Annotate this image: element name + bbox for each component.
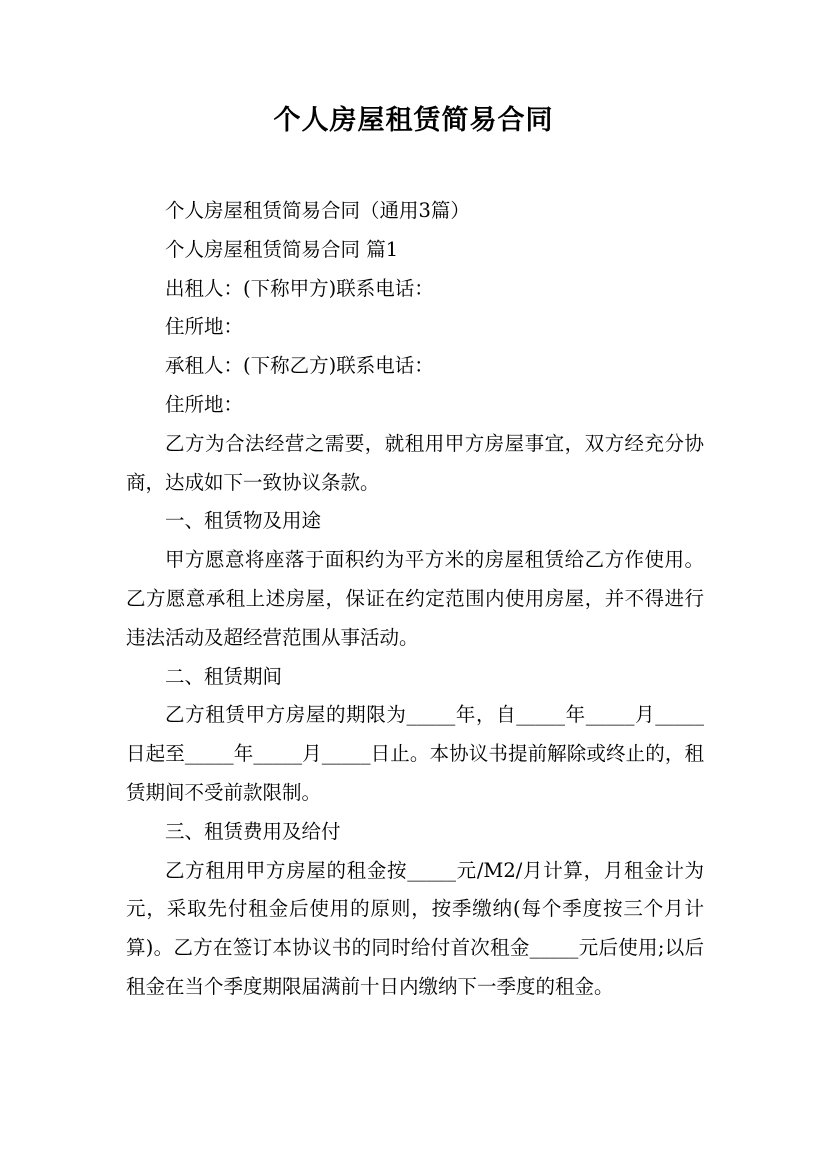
clause-2-heading: 二、租赁期间: [165, 664, 283, 688]
document-body: [126, 192, 704, 1007]
clause-1-paragraph: 甲方愿意将座落于面积约为平方米的房屋租赁给乙方作使用。乙方愿意承租上述房屋，保证在约定范围内使用房屋，并不得进行违法活动及超经营范围从事活动。: [126, 548, 704, 649]
clause-2-paragraph: 乙方租赁甲方房屋的期限为_____年，自_____年_____月_____日起至_____年_____月_____日止。本协议书提前解除或终止的，租赁期间不受前款限制。: [126, 703, 704, 804]
intro-paragraph: 乙方为合法经营之需要，就租用甲方房屋事宜，双方经充分协商，达成如下一致协议条款。: [126, 431, 704, 494]
clause-1-heading: 一、租赁物及用途: [165, 509, 322, 533]
subtitle-line: 个人房屋租赁简易合同（通用3篇）: [165, 199, 470, 222]
lessor-line: 出租人：(下称甲方)联系电话：: [165, 276, 434, 300]
lessee-line: 承租人：(下称乙方)联系电话：: [165, 354, 434, 378]
lessee-address-line: 住所地：: [165, 392, 244, 416]
section-heading-part-1: 个人房屋租赁简易合同 篇1: [165, 237, 399, 261]
clause-3-heading: 三、租赁费用及给付: [165, 819, 341, 843]
lessor-address-line: 住所地：: [165, 315, 244, 339]
clause-3-paragraph: 乙方租用甲方房屋的租金按_____元/M2/月计算，月租金计为元，采取先付租金后使用的原则，按季缴纳(每个季度按三个月计算)。乙方在签订本协议书的同时给付首次租金_____元后使用;以后租金在当个季度期限届满前十日内缴纳下一季度的租金。: [126, 858, 704, 998]
document-title: 个人房屋租赁简易合同: [273, 105, 554, 136]
